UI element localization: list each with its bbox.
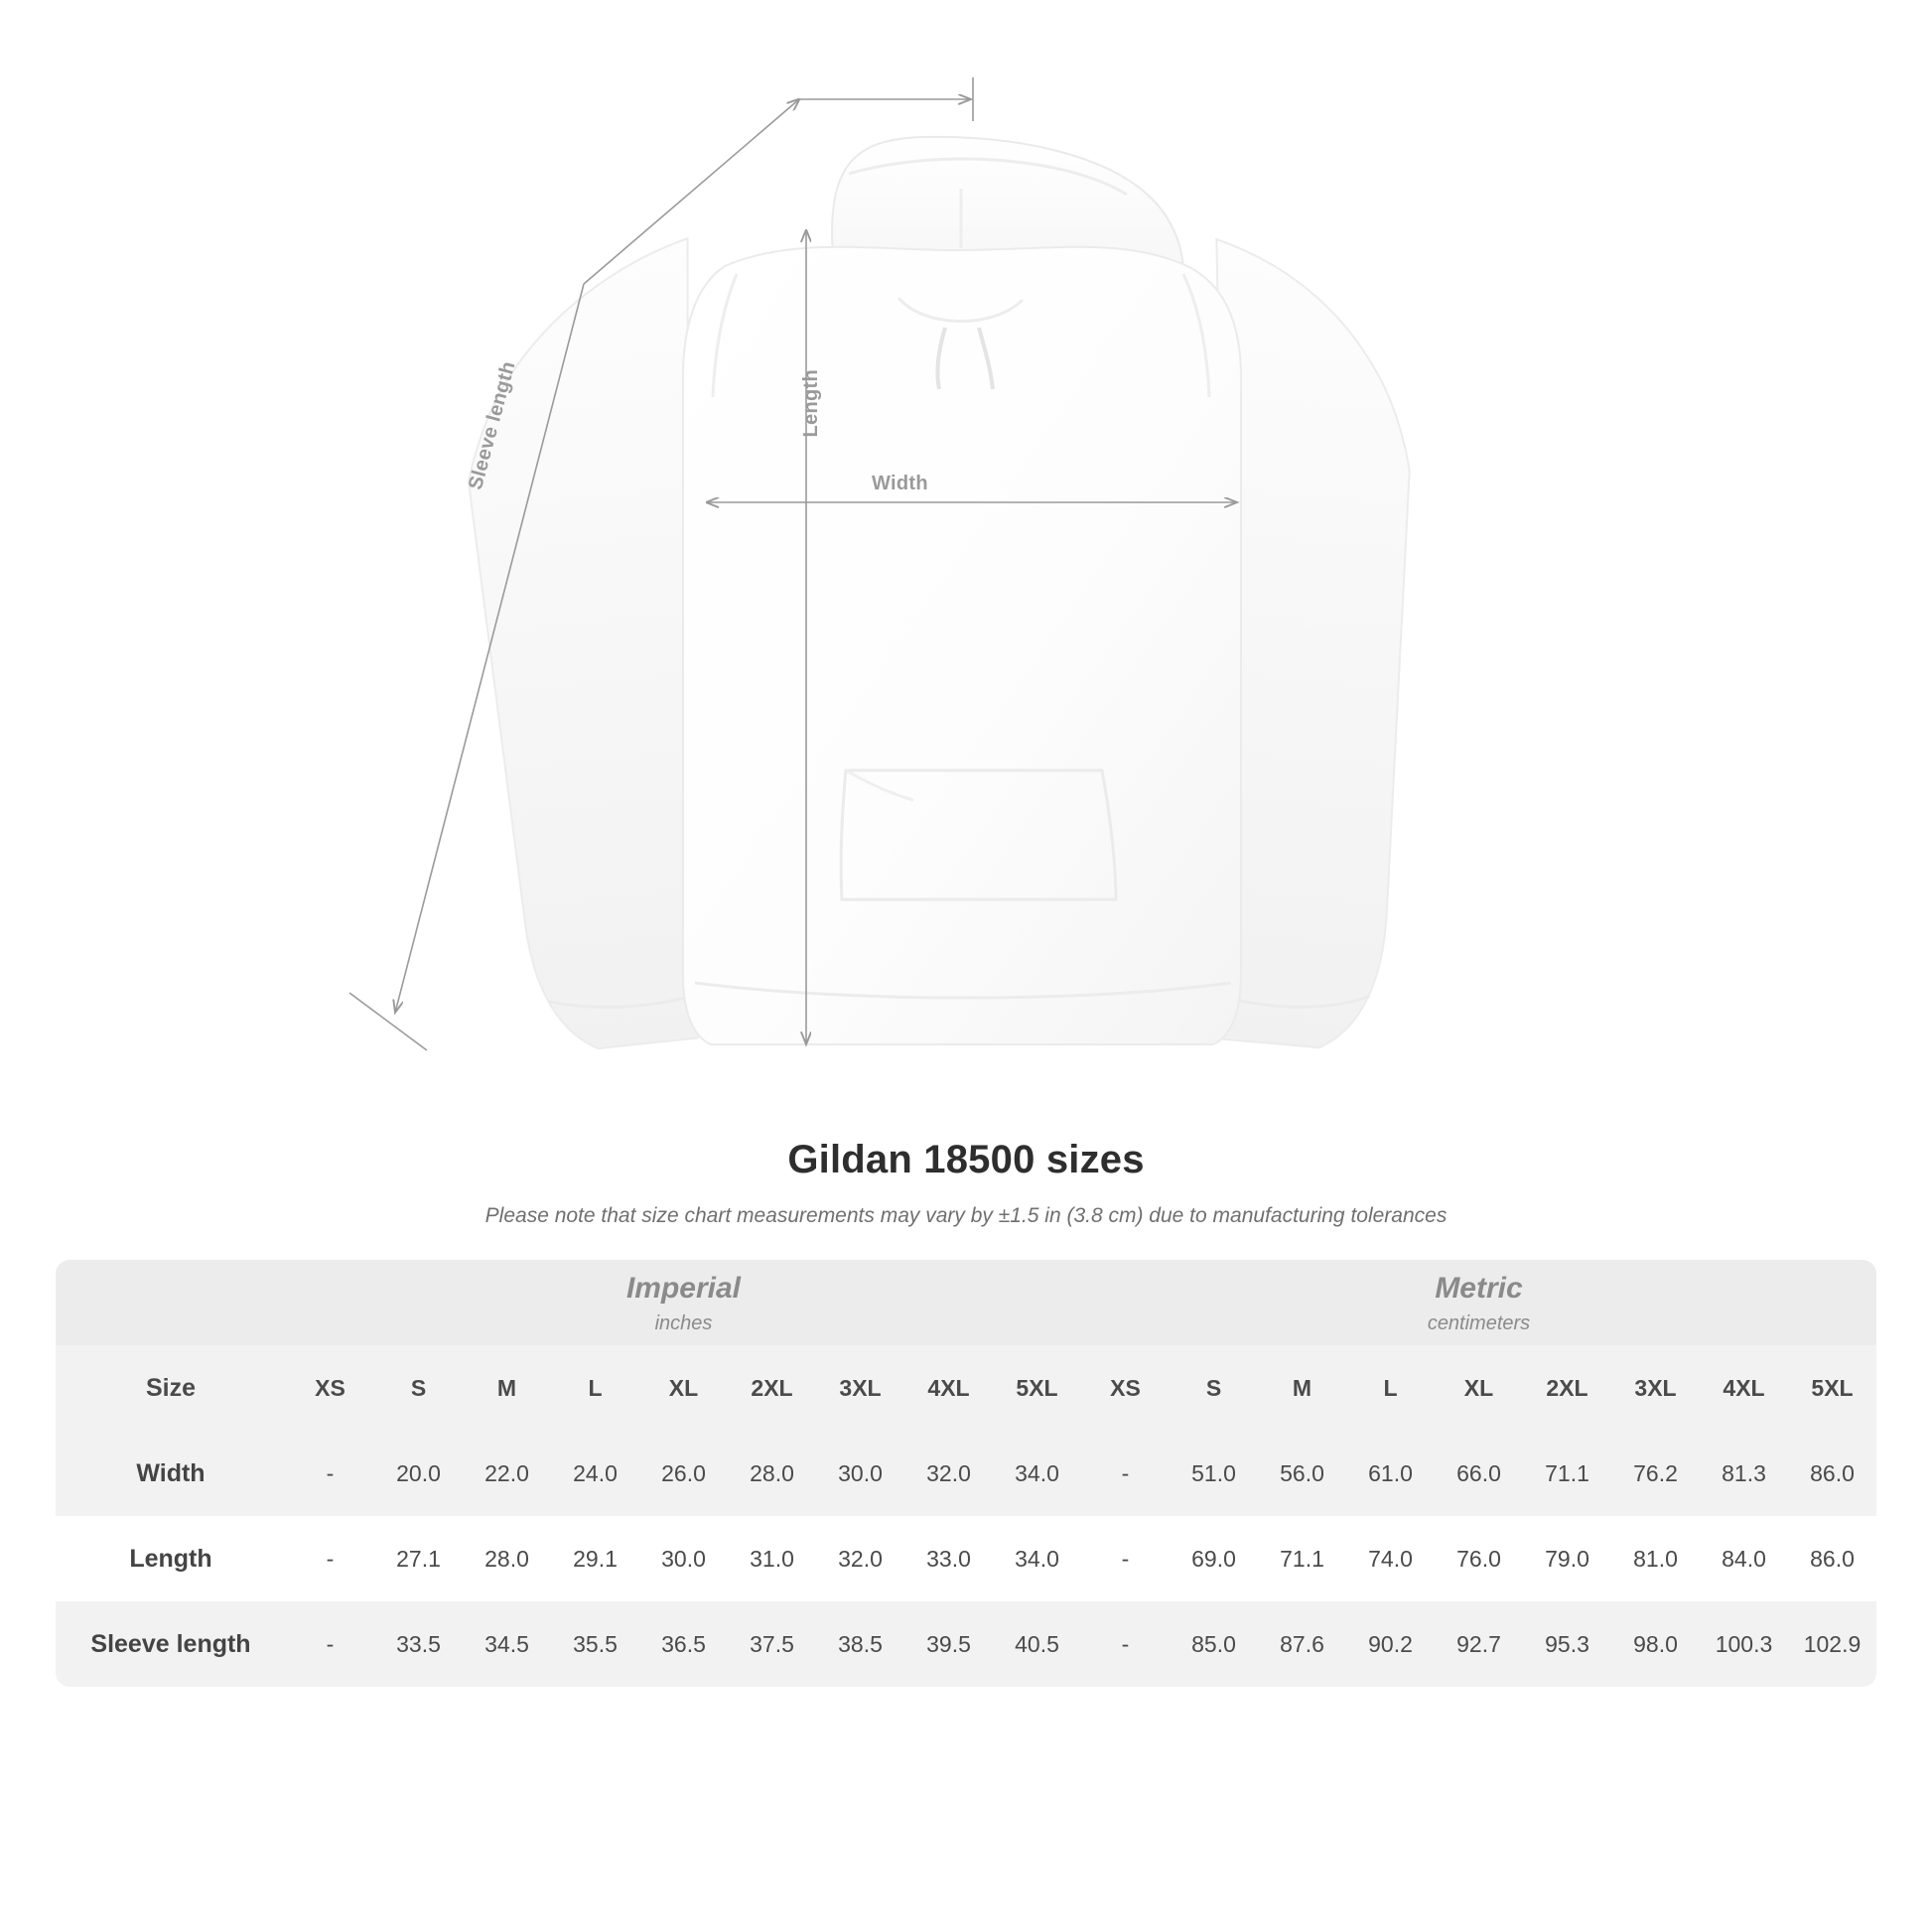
cell-sleeve-imperial-3xl: 38.5: [816, 1601, 904, 1687]
cell-length-imperial-xs: -: [286, 1516, 374, 1601]
page-title: Gildan 18500 sizes: [787, 1138, 1145, 1181]
cell-width-metric-4xl: 81.3: [1700, 1431, 1788, 1516]
size-header-row: [56, 1345, 1876, 1431]
header-size-label: Size: [56, 1345, 286, 1431]
cell-width-imperial-l: 24.0: [551, 1431, 639, 1516]
cell-sleeve-metric-2xl: 95.3: [1523, 1601, 1611, 1687]
cell-width-imperial-xs: -: [286, 1431, 374, 1516]
table-row-length: [56, 1516, 1876, 1601]
tolerance-note: Please note that size chart measurements may vary by ±1.5 in (3.8 cm) due to manufacturing tolerances: [484, 1204, 1448, 1227]
row-label-length: Length: [56, 1516, 286, 1601]
cell-sleeve-imperial-s: 33.5: [374, 1601, 463, 1687]
cell-length-imperial-5xl: 34.0: [993, 1516, 1081, 1601]
header-imperial-3xl: 3XL: [816, 1345, 904, 1431]
sleeve-length-dimension-label: Sleeve length: [465, 358, 520, 492]
cell-sleeve-metric-3xl: 98.0: [1611, 1601, 1700, 1687]
cell-width-metric-2xl: 71.1: [1523, 1431, 1611, 1516]
cell-length-imperial-2xl: 31.0: [728, 1516, 816, 1601]
system-imperial-name: Imperial: [625, 1271, 742, 1305]
table-row-sleeve-length: [56, 1601, 1876, 1687]
cell-length-imperial-m: 28.0: [463, 1516, 551, 1601]
cell-length-metric-5xl: 86.0: [1788, 1516, 1876, 1601]
cell-sleeve-imperial-5xl: 40.5: [993, 1601, 1081, 1687]
cell-width-metric-m: 56.0: [1258, 1431, 1346, 1516]
cell-sleeve-metric-4xl: 100.3: [1700, 1601, 1788, 1687]
header-imperial-4xl: 4XL: [904, 1345, 993, 1431]
header-metric-s: S: [1170, 1345, 1258, 1431]
length-dimension-label: Length: [800, 369, 822, 438]
cell-length-imperial-3xl: 32.0: [816, 1516, 904, 1601]
header-metric-xs: XS: [1081, 1345, 1170, 1431]
cell-sleeve-imperial-2xl: 37.5: [728, 1601, 816, 1687]
cell-width-metric-3xl: 76.2: [1611, 1431, 1700, 1516]
cell-sleeve-metric-xl: 92.7: [1435, 1601, 1523, 1687]
row-label-width: Width: [56, 1431, 286, 1516]
header-imperial-m: M: [463, 1345, 551, 1431]
table-row-width: [56, 1431, 1876, 1516]
header-metric-xl: XL: [1435, 1345, 1523, 1431]
header-imperial-2xl: 2XL: [728, 1345, 816, 1431]
cell-sleeve-imperial-l: 35.5: [551, 1601, 639, 1687]
cell-length-imperial-l: 29.1: [551, 1516, 639, 1601]
cell-sleeve-imperial-xl: 36.5: [639, 1601, 728, 1687]
header-imperial-5xl: 5XL: [993, 1345, 1081, 1431]
cell-length-imperial-s: 27.1: [374, 1516, 463, 1601]
cell-length-metric-l: 74.0: [1346, 1516, 1435, 1601]
size-table: [56, 1260, 1876, 1687]
header-metric-2xl: 2XL: [1523, 1345, 1611, 1431]
header-metric-3xl: 3XL: [1611, 1345, 1700, 1431]
cell-length-metric-m: 71.1: [1258, 1516, 1346, 1601]
cell-width-imperial-s: 20.0: [374, 1431, 463, 1516]
system-imperial-unit: inches: [654, 1312, 713, 1335]
cell-width-imperial-3xl: 30.0: [816, 1431, 904, 1516]
cell-length-imperial-4xl: 33.0: [904, 1516, 993, 1601]
cell-width-metric-l: 61.0: [1346, 1431, 1435, 1516]
header-imperial-xl: XL: [639, 1345, 728, 1431]
cell-width-metric-xl: 66.0: [1435, 1431, 1523, 1516]
header-metric-m: M: [1258, 1345, 1346, 1431]
system-header-row: [56, 1260, 1876, 1345]
cell-sleeve-metric-s: 85.0: [1170, 1601, 1258, 1687]
cell-width-imperial-xl: 26.0: [639, 1431, 728, 1516]
cell-sleeve-metric-m: 87.6: [1258, 1601, 1346, 1687]
cell-sleeve-imperial-4xl: 39.5: [904, 1601, 993, 1687]
cell-width-imperial-4xl: 32.0: [904, 1431, 993, 1516]
cell-sleeve-metric-5xl: 102.9: [1788, 1601, 1876, 1687]
system-metric-name: Metric: [1435, 1271, 1523, 1305]
cell-sleeve-metric-l: 90.2: [1346, 1601, 1435, 1687]
system-metric-unit: centimeters: [1427, 1312, 1531, 1335]
size-table-wrapper: [56, 1260, 1876, 1687]
cell-sleeve-imperial-xs: -: [286, 1601, 374, 1687]
cell-length-metric-s: 69.0: [1170, 1516, 1258, 1601]
cell-length-imperial-xl: 30.0: [639, 1516, 728, 1601]
title-block: [0, 1138, 1932, 1228]
cell-sleeve-metric-xs: -: [1081, 1601, 1170, 1687]
cell-width-imperial-5xl: 34.0: [993, 1431, 1081, 1516]
width-dimension-label: Width: [872, 473, 928, 494]
cell-sleeve-imperial-m: 34.5: [463, 1601, 551, 1687]
header-imperial-xs: XS: [286, 1345, 374, 1431]
header-imperial-s: S: [374, 1345, 463, 1431]
header-imperial-l: L: [551, 1345, 639, 1431]
cell-length-metric-3xl: 81.0: [1611, 1516, 1700, 1601]
cell-width-metric-xs: -: [1081, 1431, 1170, 1516]
cell-length-metric-2xl: 79.0: [1523, 1516, 1611, 1601]
cell-length-metric-4xl: 84.0: [1700, 1516, 1788, 1601]
cell-length-metric-xl: 76.0: [1435, 1516, 1523, 1601]
header-metric-l: L: [1346, 1345, 1435, 1431]
system-imperial: [286, 1260, 1081, 1345]
cell-length-metric-xs: -: [1081, 1516, 1170, 1601]
row-label-sleeve-length: Sleeve length: [56, 1601, 286, 1687]
header-metric-5xl: 5XL: [1788, 1345, 1876, 1431]
header-metric-4xl: 4XL: [1700, 1345, 1788, 1431]
system-metric: [1081, 1260, 1876, 1345]
cell-width-metric-s: 51.0: [1170, 1431, 1258, 1516]
cell-width-metric-5xl: 86.0: [1788, 1431, 1876, 1516]
system-header-spacer: [56, 1260, 286, 1345]
cell-width-imperial-2xl: 28.0: [728, 1431, 816, 1516]
cell-width-imperial-m: 22.0: [463, 1431, 551, 1516]
